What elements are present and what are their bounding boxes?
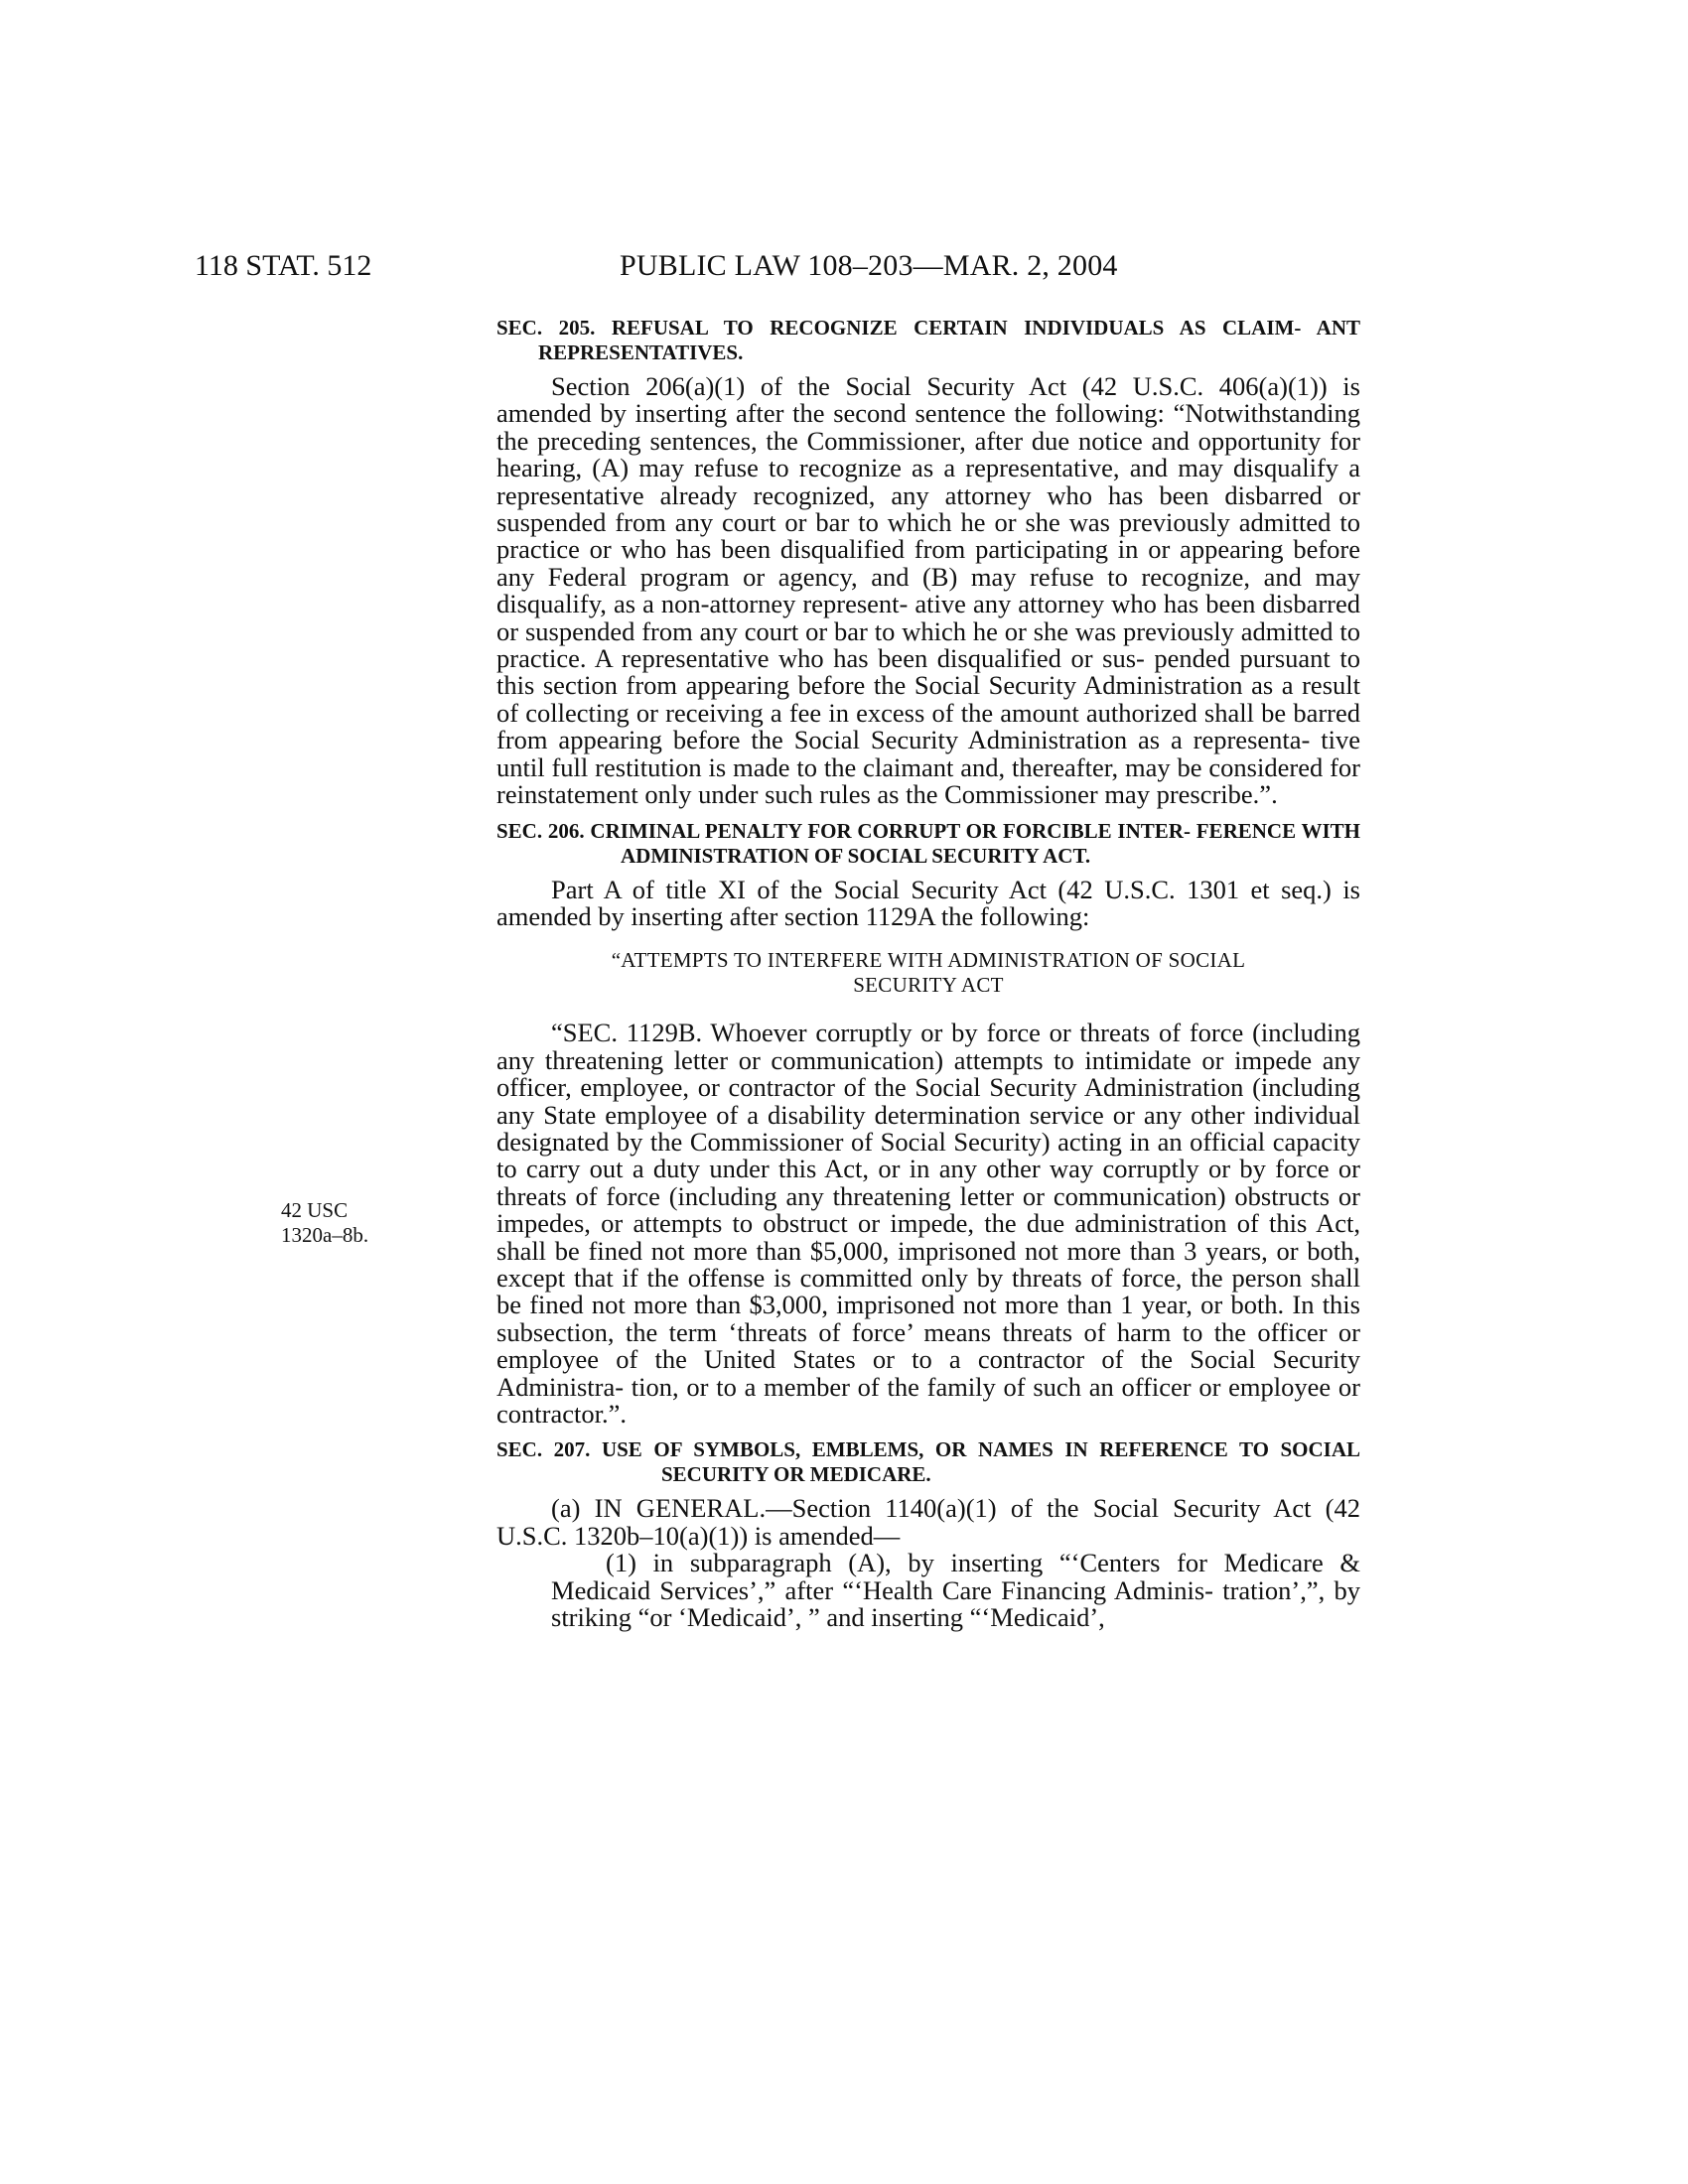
- inserted-heading-line-1: “ATTEMPTS TO INTERFERE WITH ADMINISTRATION OF SOCIAL: [611, 948, 1246, 973]
- para-a-smallcaps-2: ENERAL: [654, 1493, 760, 1524]
- margin-note-usc-citation: [281, 1198, 430, 1248]
- section-205-body: Section 206(a)(1) of the Social Security Act (42 U.S.C. 406(a)(1)) is amended by inserting after the second sentence the following: “Notwithstanding the preceding sentences, the Commissioner, after due notice and opportunity for hearing, (A) may refuse to recognize as a representative, and may disqualify a representative already recognized, any attorney who has been disbarred or suspended from any court or bar to which he or she was previously admitted to practice or who has been disqualified from participating in or appearing before any Federal program or agency, and (B) may refuse to recognize, and may disqualify, as a non-attorney represent- ative any attorney who has been disbarred or suspended from any court or bar to which he or she was previously admitted to practice. A representative who has been disqualified or sus- pended pursuant to this section from appearing before the Social Security Administration as a result of collecting or receiving a fee in excess of the amount authorized shall be barred from appearing before the Social Security Administration as a representa- tive until full restitution is made to the claimant and, thereafter, may be considered for reinstatement only under such rules as the Commissioner may prescribe.”.: [496, 371, 1360, 810]
- section-207-paragraph-a: [496, 1495, 1360, 1550]
- section-207-subparagraph-1: [496, 1550, 1360, 1631]
- para-a-body: .—Section 1140(a)(1) of the Social Security Act (42 U.S.C. 1320b–10(a)(1)) is amended—: [496, 1493, 1361, 1551]
- subparagraph-1-text: (1) in subparagraph (A), by inserting “‘Centers for Medicare & Medicaid Services’,” after “‘Health Care Financing Adminis- tration’,”, by striking “or ‘Medicaid’, ” and inserting “‘Medicaid’,: [551, 1548, 1360, 1633]
- main-text-column: [496, 316, 1360, 1631]
- section-205-heading: SEC. 205. REFUSAL TO RECOGNIZE CERTAIN INDIVIDUALS AS CLAIM- ANT REPRESENTATIVES.: [496, 316, 1360, 364]
- running-head: [195, 246, 1386, 286]
- section-1129b-body: . 1129B. Whoever corruptly or by force or threats of force (including any threatening letter or communication) attempts to intimidate or impede any officer, employee, or contractor of the Social Security Administration (including any State employee of a disability determination service or any other individual designated by the Commissioner of Social Security) acting in an official capacity to carry out a duty under this Act, or in any other way corruptly or by force or threats of force (including any threatening letter or communication) obstructs or impedes, or attempts to obstruct or impede, the due administration of this Act, shall be fined not more than $5,000, imprisoned not more than 3 years, or both, except that if the offense is committed only by threats of force, the person shall be fined not more than $3,000, imprisoned not more than 1 year, or both. In this subsection, the term ‘threats of force’ means threats of harm to the officer or employee of the United States or to a contractor of the Social Security Administra- tion, or to a member of the family of such an officer or employee or contractor.”.: [496, 1018, 1360, 1429]
- stat-page-number: 118 STAT. 512: [195, 249, 372, 282]
- section-1129b-lead: “S: [551, 1018, 578, 1048]
- para-a-lead: (a) I: [551, 1493, 604, 1524]
- para-a-space: G: [622, 1493, 655, 1524]
- section-206-body: Part A of title XI of the Social Security Act (42 U.S.C. 1301 et seq.) is amended by inserting after section 1129A the following:: [496, 874, 1360, 931]
- section-1129b-text: [496, 1020, 1360, 1428]
- margin-note-line-2: 1320a–8b.: [281, 1223, 369, 1247]
- section-1129b-lead-smallcaps: EC: [577, 1018, 612, 1048]
- inserted-section-heading: [496, 948, 1360, 998]
- public-law-title: PUBLIC LAW 108–203—MAR. 2, 2004: [620, 249, 1118, 282]
- margin-note-line-1: 42 USC: [281, 1198, 349, 1222]
- section-206-heading: SEC. 206. CRIMINAL PENALTY FOR CORRUPT OR FORCIBLE INTER- FERENCE WITH ADMINISTRATION OF SOCIAL SECURITY ACT.: [496, 818, 1360, 868]
- inserted-heading-line-2: SECURITY ACT: [853, 973, 1004, 998]
- section-207-heading: SEC. 207. USE OF SYMBOLS, EMBLEMS, OR NAMES IN REFERENCE TO SOCIAL SECURITY OR MEDICARE.: [496, 1437, 1360, 1487]
- para-a-smallcaps-1: N: [603, 1493, 623, 1524]
